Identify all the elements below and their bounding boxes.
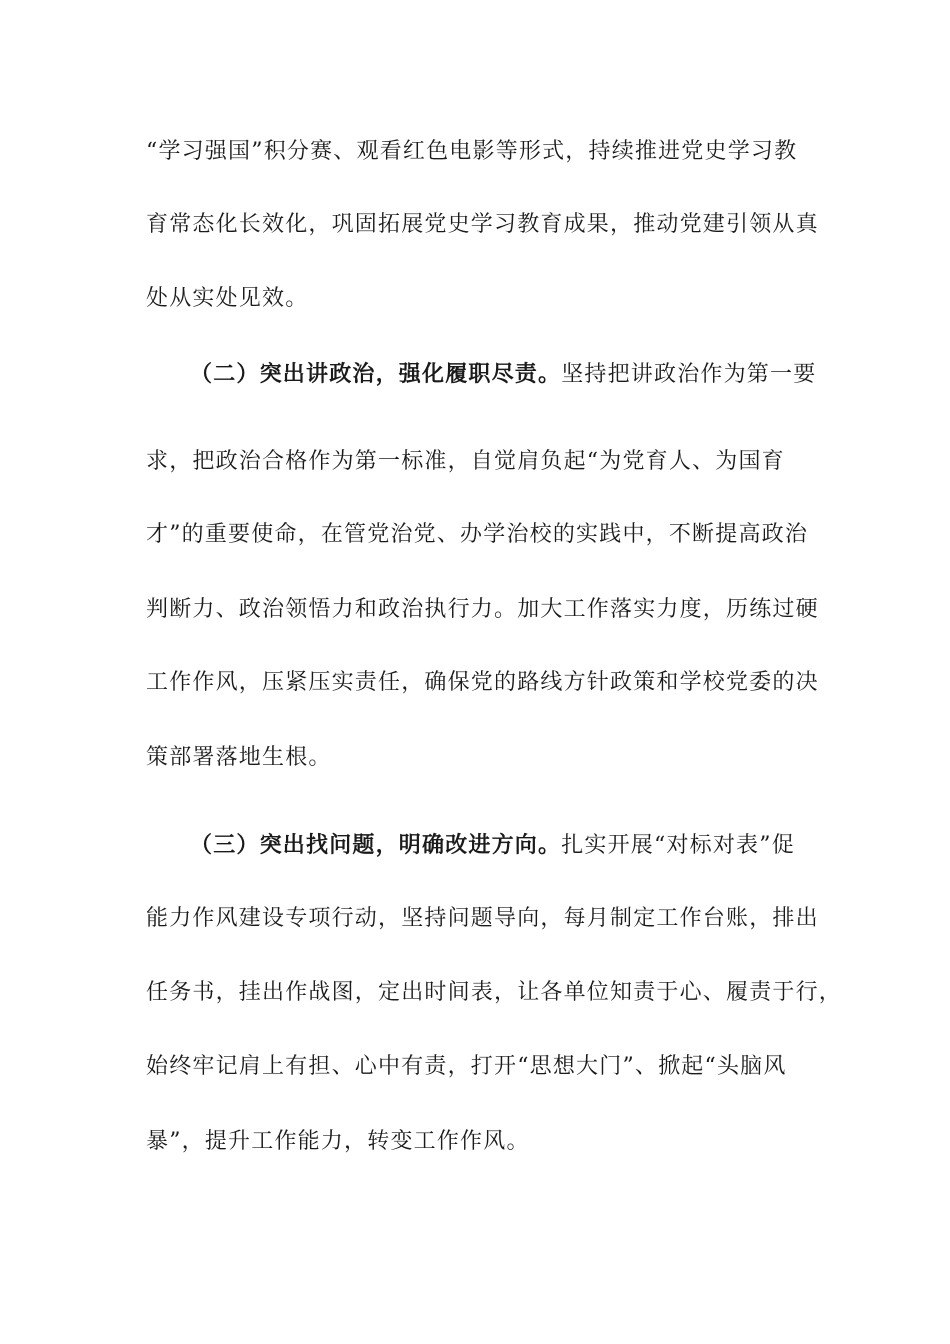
paragraph-3-line-5: 暴”，提升工作能力，转变工作作风。 xyxy=(146,1129,530,1154)
paragraph-2-line-1: 坚持把讲政治作为第一要 xyxy=(561,362,817,387)
paragraph-3-first-line xyxy=(190,830,826,861)
paragraph-2-line-3: 才”的重要使命，在管党治党、办学治校的实践中，不断提高政治 xyxy=(146,522,809,547)
paragraph-2-line-2: 求，把政治合格作为第一标准，自觉肩负起“为党育人、为国育 xyxy=(146,449,785,474)
paragraph-3-line-3: 任务书，挂出作战图，定出时间表，让各单位知责于心、履责于行， xyxy=(146,980,843,1005)
paragraph-2-heading: （二）突出讲政治，强化履职尽责。 xyxy=(190,361,562,387)
paragraph-1-line-3: 处从实处见效。 xyxy=(146,286,309,311)
paragraph-2-line-5: 工作作风，压紧压实责任，确保党的路线方针政策和学校党委的决 xyxy=(146,670,819,695)
paragraph-3-line-1: 扎实开展“对标对表”促 xyxy=(561,833,795,858)
paragraph-2-line-6: 策部署落地生根。 xyxy=(146,745,332,770)
paragraph-2-first-line xyxy=(190,359,826,390)
paragraph-1-line-2: 育常态化长效化，巩固拓展党史学习教育成果，推动党建引领从真 xyxy=(146,212,819,237)
paragraph-3-line-4: 始终牢记肩上有担、心中有责，打开“思想大门”、掀起“头脑风 xyxy=(146,1054,787,1079)
paragraph-3-line-2: 能力作风建设专项行动，坚持问题导向，每月制定工作台账，排出 xyxy=(146,906,819,931)
paragraph-3-heading: （三）突出找问题，明确改进方向。 xyxy=(190,832,562,858)
paragraph-1-line-1: “学习强国”积分赛、观看红色电影等形式，持续推进党史学习教 xyxy=(146,139,798,164)
paragraph-2-line-4: 判断力、政治领悟力和政治执行力。加大工作落实力度，历练过硬 xyxy=(146,597,819,622)
